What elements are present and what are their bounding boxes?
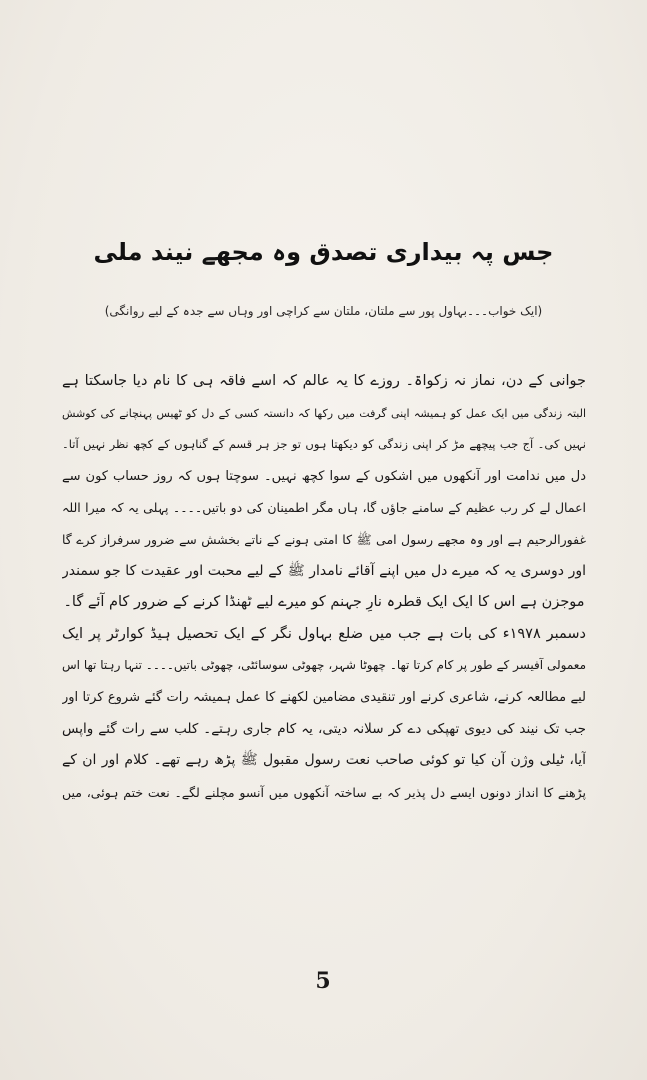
text-line: غفورالرحیم ہے اور وہ مجھے رسول امی ﷺ کا امتی ہونے کے ناتے بخشش سے ضرور سرفراز کرے گا [62,531,586,547]
chapter-title: جس پہ بیداری تصدق وہ مجھے نیند ملی [93,238,554,266]
body-text [62,366,586,956]
text-line: پڑھنے کا انداز دونوں ایسے دل پذیر کہ بے ساختہ آنکھوں میں آنسو مچلنے لگے۔ نعت ختم ہوئی، میں [62,784,586,800]
text-line: دل میں ندامت اور آنکھوں میں اشکوں کے سوا کچھ نہیں۔ سوچتا ہوں کہ روز حساب کون سے [62,468,586,484]
text-line: البتہ زندگی میں ایک عمل کو ہمیشہ اپنی گرفت میں رکھا کہ دانستہ کسی کے دل کو ٹھیس پہنچانے کی کوشش [62,406,586,420]
text-line: نہیں کی۔ آج جب پیچھے مڑ کر اپنی زندگی کو دیکھتا ہوں تو جز ہر قسم کے گناہوں کے کچھ نظر نہیں آتا۔ [62,437,586,452]
text-line: جوانی کے دن، نماز نہ زکواۃ۔ روزے کا یہ عالم کہ اسے فاقہ ہی کا نام دیا جاسکتا ہے [62,373,586,389]
text-line: آیا، ٹیلی وژن آن کیا تو کوئی صاحب نعت رسول مقبول ﷺ پڑھ رہے تھے۔ کلام اور ان کے [62,752,586,769]
text-line: لیے مطالعہ کرنے، شاعری کرنے اور تنقیدی مضامین لکھنے کا عمل ہمیشہ رات گئے شروع کرتا اور [62,689,586,705]
text-line: اعمال لے کر رب عظیم کے سامنے جاؤں گا، ہاں مگر اطمینان کی دو باتیں۔۔۔۔ پہلی یہ کہ میرا اللہ [62,500,586,516]
text-line: معمولی آفیسر کے طور پر کام کرتا تھا۔ چھوٹا شہر، چھوٹی سوسائٹی، چھوٹی باتیں۔۔۔۔ تنہا رہتا تھا اس [62,658,586,673]
page-number: 5 [315,968,331,994]
text-line: موجزن ہے اس کا ایک ایک قطرہ نارِ جہنم کو میرے لیے ٹھنڈا کرنے کے ضرور کام آئے گا۔ [63,594,585,611]
chapter-subtitle: (ایک خواب۔۔۔بہاول پور سے ملتان، ملتان سے کراچی اور وہاں سے جدہ کے لیے روانگی) [104,304,543,318]
text-line: اور دوسری یہ کہ میرے دل میں اپنے آقائے نامدار ﷺ کے لیے محبت اور عقیدت کا جو سمندر [62,562,586,579]
text-line: دسمبر ۱۹۷۸ء کی بات ہے جب میں ضلع بہاول نگر کے ایک تحصیل ہیڈ کوارٹر پر ایک [62,625,586,642]
text-line: جب تک نیند کی دیوی تھپکی دے کر سلانہ دیتی، یہ کام جاری رہتے۔ کلب سے رات گئے واپس [62,720,586,737]
